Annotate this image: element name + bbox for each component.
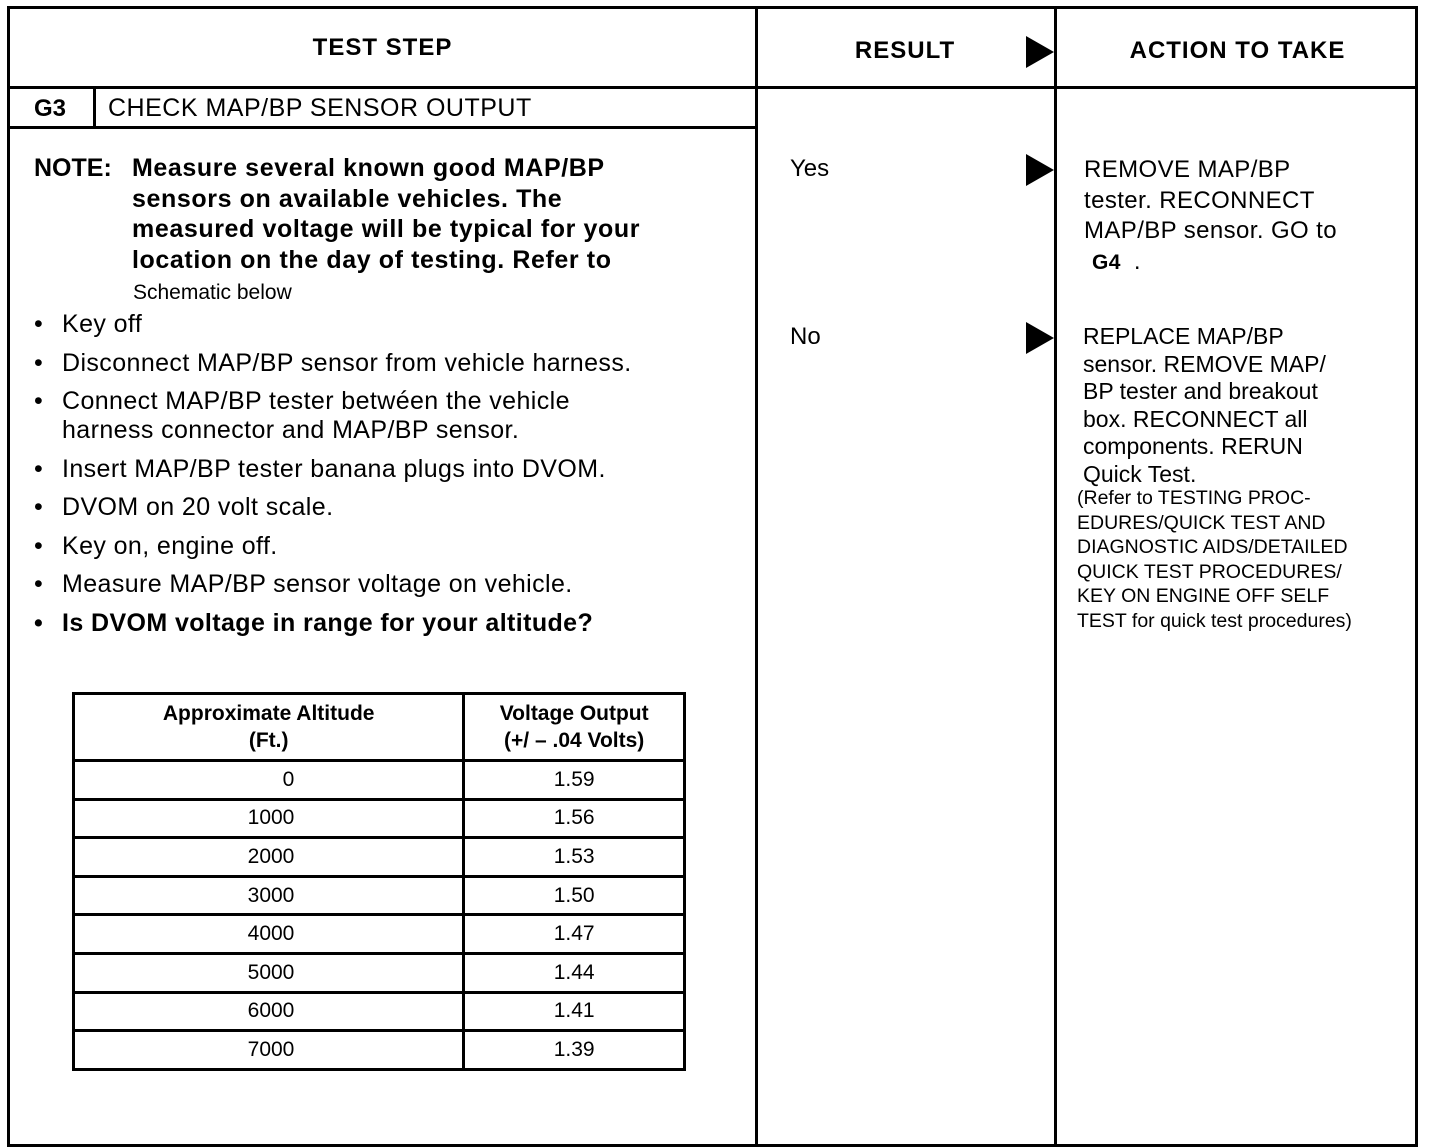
header-result: RESULT xyxy=(854,37,956,64)
altitude-cell: 0 xyxy=(74,761,464,800)
no-arrow-icon xyxy=(1026,322,1054,354)
reference-line: DIAGNOSTIC AIDS/DETAILED xyxy=(1077,536,1348,558)
note-line: location on the day of testing. Refer to xyxy=(132,245,612,274)
header-arrow-icon xyxy=(1026,36,1054,68)
action-yes xyxy=(1084,155,1409,278)
table-row xyxy=(74,953,685,992)
altitude-cell: 1000 xyxy=(74,799,464,838)
note-tail: Schematic below xyxy=(133,281,292,304)
voltage-cell: 1.39 xyxy=(464,1031,685,1070)
divider-step-result xyxy=(755,6,758,1147)
list-item: • Disconnect MAP/BP sensor from vehicle harness. xyxy=(34,348,632,377)
action-line: REMOVE MAP/BP xyxy=(1084,156,1291,183)
bullet-icon: • xyxy=(34,531,44,560)
list-item: • Key on, engine off. xyxy=(34,531,278,560)
altitude-cell: 5000 xyxy=(74,953,464,992)
voltage-cell: 1.50 xyxy=(464,876,685,915)
reference-line: KEY ON ENGINE OFF SELF xyxy=(1077,585,1330,607)
note-line: Measure several known good MAP/BP xyxy=(132,154,605,182)
table-row xyxy=(74,1031,685,1070)
list-item: • Key off xyxy=(34,310,143,338)
reference-line: TEST for quick test procedures) xyxy=(1077,609,1352,632)
altitude-cell: 4000 xyxy=(74,915,464,954)
step-code-divider xyxy=(93,86,96,128)
header-action: ACTION TO TAKE xyxy=(1129,37,1346,64)
step-code: G3 xyxy=(34,95,67,122)
bullet-icon: • xyxy=(34,348,44,377)
header-divider xyxy=(7,86,1418,89)
altitude-cell: 3000 xyxy=(74,876,464,915)
list-item: • Is DVOM voltage in range for your altitude? xyxy=(34,608,594,637)
list-item: • Measure MAP/BP sensor voltage on vehicle. xyxy=(34,570,573,598)
result-yes: Yes xyxy=(790,155,830,182)
table-row xyxy=(74,838,685,877)
altitude-voltage-table xyxy=(72,692,686,1071)
step-title-divider xyxy=(7,126,757,129)
bullet-icon: • xyxy=(34,454,44,483)
reference-line: QUICK TEST PROCEDURES/ xyxy=(1077,560,1342,583)
voltage-cell: 1.59 xyxy=(464,761,685,800)
action-no-reference xyxy=(1077,486,1415,633)
action-line: MAP/BP sensor. GO to xyxy=(1084,217,1337,244)
altitude-cell: 2000 xyxy=(74,838,464,877)
bullet-icon: • xyxy=(34,608,44,637)
step-title: CHECK MAP/BP SENSOR OUTPUT xyxy=(108,94,532,122)
list-item: • Insert MAP/BP tester banana plugs into DVOM. xyxy=(34,454,606,483)
table-row xyxy=(74,876,685,915)
yes-arrow-icon xyxy=(1026,154,1054,186)
goto-step-code: G4 xyxy=(1092,250,1121,274)
result-no: No xyxy=(790,323,821,350)
bullet-icon: • xyxy=(34,570,44,598)
voltage-cell: 1.47 xyxy=(464,915,685,954)
table-header-row xyxy=(74,694,685,761)
reference-line: (Refer to TESTING PROC- xyxy=(1077,487,1311,509)
procedure-list xyxy=(34,310,734,647)
note-label: NOTE: xyxy=(34,154,112,182)
altitude-column-header: Approximate Altitude (Ft.) xyxy=(74,694,464,761)
list-item: • DVOM on 20 volt scale. xyxy=(34,493,334,521)
action-line: REPLACE MAP/BP xyxy=(1083,323,1284,349)
action-line: box. RECONNECT all xyxy=(1083,405,1308,432)
action-line: Quick Test. xyxy=(1083,460,1197,487)
altitude-cell: 6000 xyxy=(74,992,464,1031)
note-text xyxy=(132,153,752,275)
action-line: BP tester and breakout xyxy=(1083,378,1318,404)
header-test-step: TEST STEP xyxy=(312,34,453,61)
bullet-icon: • xyxy=(34,310,44,338)
table-row xyxy=(74,799,685,838)
table-row xyxy=(74,915,685,954)
voltage-column-header: Voltage Output (+/ – .04 Volts) xyxy=(464,694,685,761)
table-row xyxy=(74,761,685,800)
note-line: sensors on available vehicles. The xyxy=(132,184,563,213)
voltage-cell: 1.53 xyxy=(464,838,685,877)
bullet-icon: • xyxy=(34,387,44,415)
bullet-icon: • xyxy=(34,493,44,521)
action-line: sensor. REMOVE MAP/ xyxy=(1083,350,1326,377)
table-row xyxy=(74,992,685,1031)
voltage-cell: 1.44 xyxy=(464,953,685,992)
reference-line: EDURES/QUICK TEST AND xyxy=(1077,511,1326,534)
action-line: tester. RECONNECT xyxy=(1084,186,1315,214)
altitude-cell: 7000 xyxy=(74,1031,464,1070)
action-line: components. RERUN xyxy=(1083,433,1303,459)
voltage-cell: 1.56 xyxy=(464,799,685,838)
action-no xyxy=(1083,323,1413,488)
note-line: measured voltage will be typical for your xyxy=(132,215,641,243)
list-item: • Connect MAP/BP tester betwéen the vehicle harness connector and MAP/BP sensor. xyxy=(34,387,570,444)
voltage-cell: 1.41 xyxy=(464,992,685,1031)
divider-result-action xyxy=(1054,6,1057,1147)
action-goto-line: G4 . xyxy=(1092,247,1141,275)
